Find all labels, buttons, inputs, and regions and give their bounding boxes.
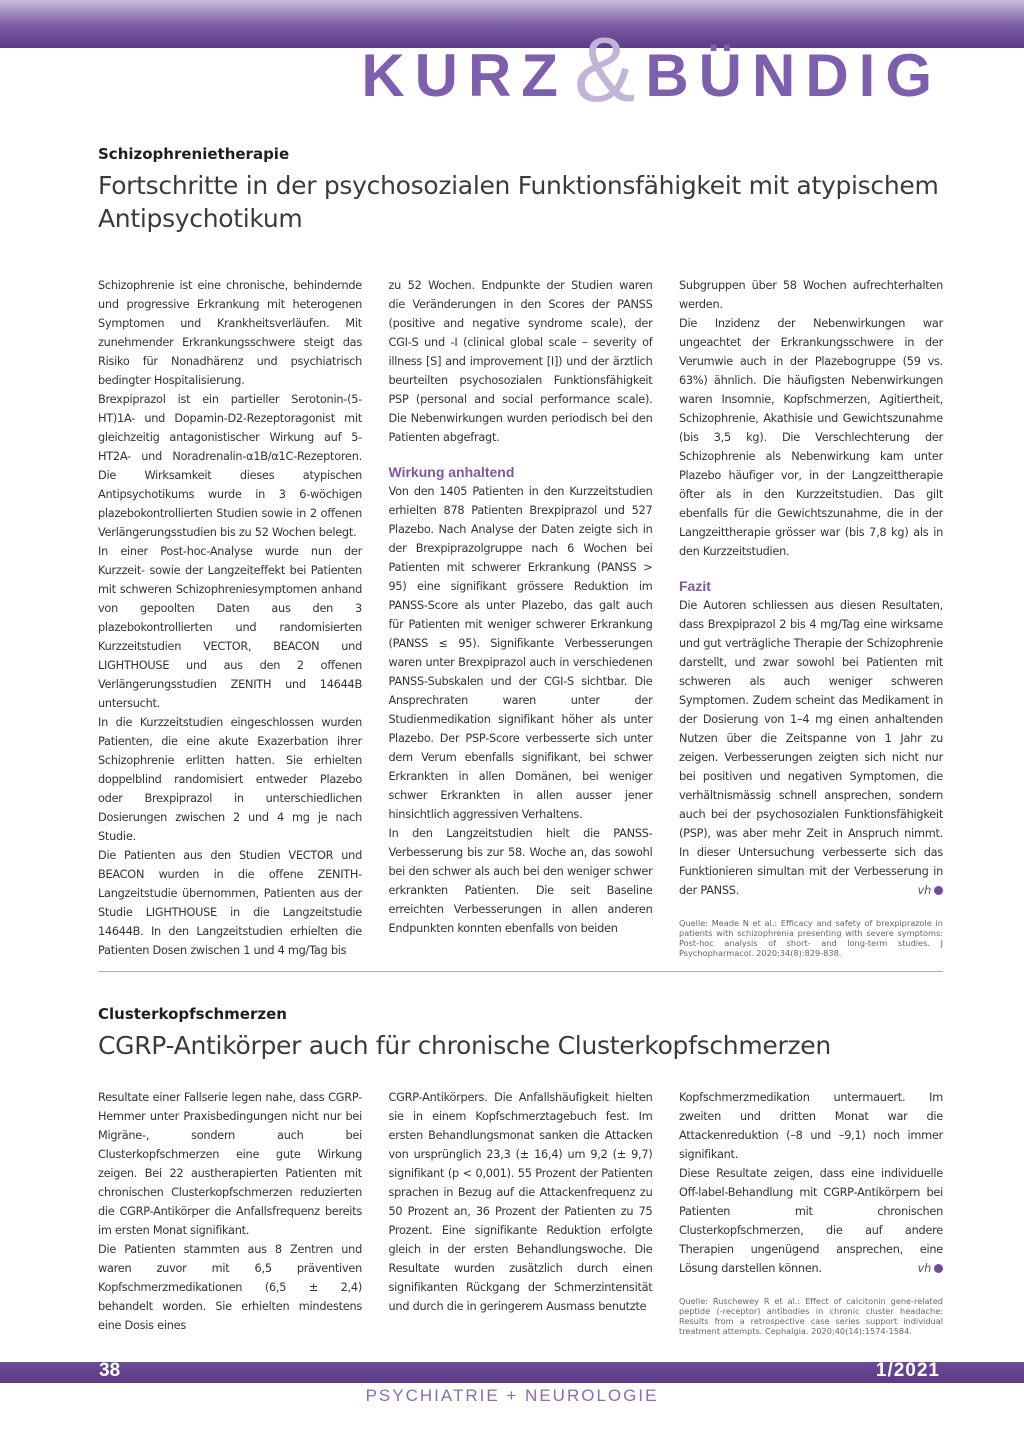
paragraph: In einer Post-hoc-Analyse wurde nun der Kurzzeit- sowie der Langzeiteffekt bei Patienten mit schweren Schizophreniesymptomen anhand von gepoolten Daten aus den 3 plazebokontrollierten und randomisierten Kurzzeitstudien VECTOR, BEACON und LIGHTHOUSE und aus den 2 offenen Verlängerungsstudien ZENITH und 14644B untersucht. bbox=[98, 545, 362, 710]
page-number: 38 bbox=[99, 1360, 121, 1381]
paragraph-text: Diese Resultate zeigen, dass eine individuelle Off-label-Behandlung mit CGRP-Antikörpern bei Patienten mit chronischen Clusterkopfschmerzen, die auf andere Therapien ungenügend ansprechen, eine Lösung darstellen können. bbox=[679, 1167, 943, 1275]
paragraph: CGRP-Antikörpers. Die Anfallshäufigkeit hielten sie in einem Kopfschmerztagebuch fest. Im ersten Behandlungsmonat sanken die Attacken von ursprünglich 23,3 (± 16,4) um 9,2 (± 9,7) signifikant (p < 0,001). 55 Prozent der Patienten sprachen in Bezug auf die Attackenfrequenz zu 50 Prozent an, 36 Prozent der Patienten zu 75 Prozent. Eine signifikante Reduktion erfolgte gleich in der ersten Behandlungswoche. Die Resultate wurden zusätzlich durch einen signifikanten Rückgang der Schmerzintensität und durch die in geringerem Ausmass benutzte bbox=[388, 1091, 653, 1313]
article-1-title: Fortschritte in der psychosozialen Funktionsfähigkeit mit atypischem Antipsychotikum bbox=[98, 171, 939, 233]
paragraph: Die Patienten aus den Studien VECTOR und BEACON wurden in die offene ZENITH-Langzeitstudie übernommen, Patienten aus der Studie LIGHTHOUSE in die Langzeitstudie 14644B. In den Langzeitstudien erhielten die Patienten Dosen zwischen 1 und 4 mg/Tag bis bbox=[98, 849, 362, 957]
article-2-source: Quelle: Ruschewey R et al.: Effect of calcitonin gene-related peptide (-receptor) antibodies in chronic cluster headache: Results from a retrospective case series support individual treatment attempts. Cephalgia. 2020;40(14):1574-1584. bbox=[679, 1296, 943, 1336]
article-1-body bbox=[98, 276, 943, 960]
paragraph-text: Die Autoren schliessen aus diesen Resultaten, dass Brexpiprazol 2 bis 4 mg/Tag eine wirksame und gut verträgliche Therapie der Schizophrenie darstellt, und zwar sowohl bei Patienten mit schweren als auch weniger schweren Symptomen. Zudem scheint das Medikament in der Dosierung von 1–4 mg einen anhaltenden Nutzen über die Zeitspanne von 1 Jahr zu zeigen. Verbesserungen zeigten sich nicht nur bei positiven und negativen Symptomen, die verhältnismässig schnell ansprechen, sondern auch bei der psychosozialen Funktionsfähigkeit (PSP), was aber mehr Zeit in Anspruch nimmt. In dieser Untersuchung verbesserte sich das Funktionieren simultan mit der Verbesserung in der PANSS. bbox=[679, 599, 943, 897]
end-dot-icon bbox=[934, 886, 943, 895]
signature-text: vh bbox=[917, 884, 931, 897]
paragraph: Die Patienten stammten aus 8 Zentren und waren zuvor mit 6,5 präventiven Kopfschmerzmedikationen (6,5 ± 2,4) behandelt worden. Sie erhielten mindestens eine Dosis eines bbox=[98, 1243, 362, 1332]
paragraph: Kopfschmerzmedikation untermauert. Im zweiten und dritten Monat war die Attackenreduktion (–8 und –9,1) noch immer signifikant. bbox=[679, 1091, 943, 1161]
article-2-column-3 bbox=[679, 1088, 943, 1336]
article-1-column-2 bbox=[389, 276, 653, 960]
issue-number: 1/2021 bbox=[875, 1360, 940, 1381]
paragraph: zu 52 Wochen. Endpunkte der Studien waren die Veränderungen in den Scores der PANSS (positive and negative syndrome scale), der CGI-S und -I (clinical global scale – severity of illness [S] and improvement [I]) und der ärztlich beurteilten psychosozialen Funktionsfähigkeit PSP (personal and social performance scale). Die Nebenwirkungen wurden periodisch bei den Patienten abgefragt. bbox=[388, 279, 653, 444]
article-2-column-2 bbox=[389, 1088, 653, 1336]
paragraph: Schizophrenie ist eine chronische, behindernde und progressive Erkrankung mit heterogenen Symptomen und Krankheitsverläufen. Mit zunehmender Erkrankungsschwere steigt das Risiko für Nonadhärenz und psychiatrisch bedingter Hospitalisierung. bbox=[98, 279, 362, 387]
signature-text: vh bbox=[917, 1262, 931, 1275]
section-divider bbox=[98, 971, 943, 972]
article-1-source: Quelle: Meade N et al.: Efficacy and safety of brexpiprazole in patients with schizophrenia presenting with severe symptoms: Post-hoc analysis of short- and long-term studies. J Psychopharmacol. 2020;34(8):829-838. bbox=[679, 918, 943, 958]
article-2-title: CGRP-Antikörper auch für chronische Clusterkopfschmerzen bbox=[98, 1031, 831, 1060]
paragraph-final bbox=[679, 1164, 943, 1278]
brand-word-buendig: BÜNDIG bbox=[645, 42, 942, 109]
section-brand bbox=[361, 19, 942, 121]
journal-name: PSYCHIATRIE + NEUROLOGIE bbox=[365, 1386, 659, 1405]
brand-ampersand: & bbox=[573, 19, 636, 121]
article-1-column-3 bbox=[679, 276, 943, 960]
article-2-header bbox=[98, 1005, 943, 1062]
article-2-column-1 bbox=[98, 1088, 362, 1336]
paragraph: In den Langzeitstudien hielt die PANSS-Verbesserung bis zur 58. Woche an, das sowohl bei den schwer als auch bei den weniger schwer erkrankten Patienten. Die seit Baseline erreichten Verbesserungen in allen anderen Endpunkten konnten ebenfalls von beiden bbox=[388, 827, 653, 935]
paragraph: Von den 1405 Patienten in den Kurzzeitstudien erhielten 878 Patienten Brexpiprazol und 527 Plazebo. Nach Analyse der Daten zeigte sich in der Brexpiprazolgruppe nach 6 Wochen bei Patienten mit schwerer Erkrankung (PANSS > 95) eine signifikant grössere Reduktion im PANSS-Score als unter Plazebo, das galt auch für Patienten mit weniger schwerer Erkrankung (PANSS ≤ 95). Signifikante Verbesserungen waren unter Brexpiprazol auch in verschiedenen PANSS-Subskalen und der CGI-S sichtbar. Die Ansprechraten waren unter der Studienmedikation signifikant höher als unter Plazebo. Der PSP-Score verbesserte sich unter dem Verum ebenfalls signifikant, bei schwer Erkrankten in allen Domänen, bei weniger schwer Erkrankten in allen ausser jener hinsichtlich aggressiven Verhaltens. bbox=[388, 485, 653, 821]
article-2-kicker: Clusterkopfschmerzen bbox=[98, 1005, 287, 1023]
footer-bar bbox=[0, 1362, 1024, 1383]
paragraph: Brexpiprazol ist ein partieller Serotonin-(5-HT)1A- und Dopamin-D2-Rezeptoragonist mit gleichzeitig antagonistischer Wirkung auf 5-HT2A- und Noradrenalin-α1B/α1C-Rezeptoren. Die Wirksamkeit dieses atypischen Antipsychotikums wurde in 3 6-wöchigen plazebokontrollierten Studien sowie in 2 offenen Verlängerungsstudien bis zu 52 Wochen belegt. bbox=[98, 393, 362, 539]
paragraph-final bbox=[679, 596, 943, 900]
author-signature bbox=[918, 881, 943, 900]
end-dot-icon bbox=[934, 1264, 943, 1273]
subhead-wirkung: Wirkung anhaltend bbox=[388, 464, 515, 480]
article-1-column-1 bbox=[98, 276, 362, 960]
subhead-fazit: Fazit bbox=[679, 578, 711, 594]
paragraph: Subgruppen über 58 Wochen aufrechterhalten werden. bbox=[679, 279, 943, 311]
author-signature bbox=[918, 1259, 943, 1278]
article-1-header bbox=[98, 145, 943, 235]
paragraph: In die Kurzzeitstudien eingeschlossen wurden Patienten, die eine akute Exazerbation ihrer Schizophrenie erlitten hatten. Sie erhielten doppelblind randomisiert entweder Plazebo oder Brexpiprazol in unterschiedlichen Dosierungen zwischen 2 und 4 mg je nach Studie. bbox=[98, 716, 362, 843]
paragraph: Resultate einer Fallserie legen nahe, dass CGRP-Hemmer unter Praxisbedingungen nicht nur bei Migräne-, sondern auch bei Clusterkopfschmerzen eine gute Wirkung zeigen. Bei 22 austherapierten Patienten mit chronischen Clusterkopfschmerzen reduzierten die CGRP-Antikörper die Anfallsfrequenz bereits im ersten Monat signifikant. bbox=[98, 1091, 362, 1237]
paragraph: Die Inzidenz der Nebenwirkungen war ungeachtet der Erkrankungsschwere in der Verumwie auch in der Plazebogruppe (59 vs. 63%) ähnlich. Die häufigsten Nebenwirkungen waren Insomnie, Kopfschmerzen, Agitiertheit, Schizophrenie, Akathisie und Gewichtszunahme (bis 3,5 kg). Die Verschlechterung der Schizophrenie als Nebenwirkung kam unter Plazebo häufiger vor, in der Langzeittherapie öfter als in den Kurzzeitstudien. Das gilt ebenfalls für die Gewichtszunahme, die in der Langzeittherapie grösser war (bis 7,8 kg) als in den Kurzzeitstudien. bbox=[679, 317, 943, 558]
article-2-body bbox=[98, 1088, 943, 1336]
brand-word-kurz: KURZ bbox=[361, 42, 568, 109]
article-1-kicker: Schizophrenietherapie bbox=[98, 145, 290, 163]
